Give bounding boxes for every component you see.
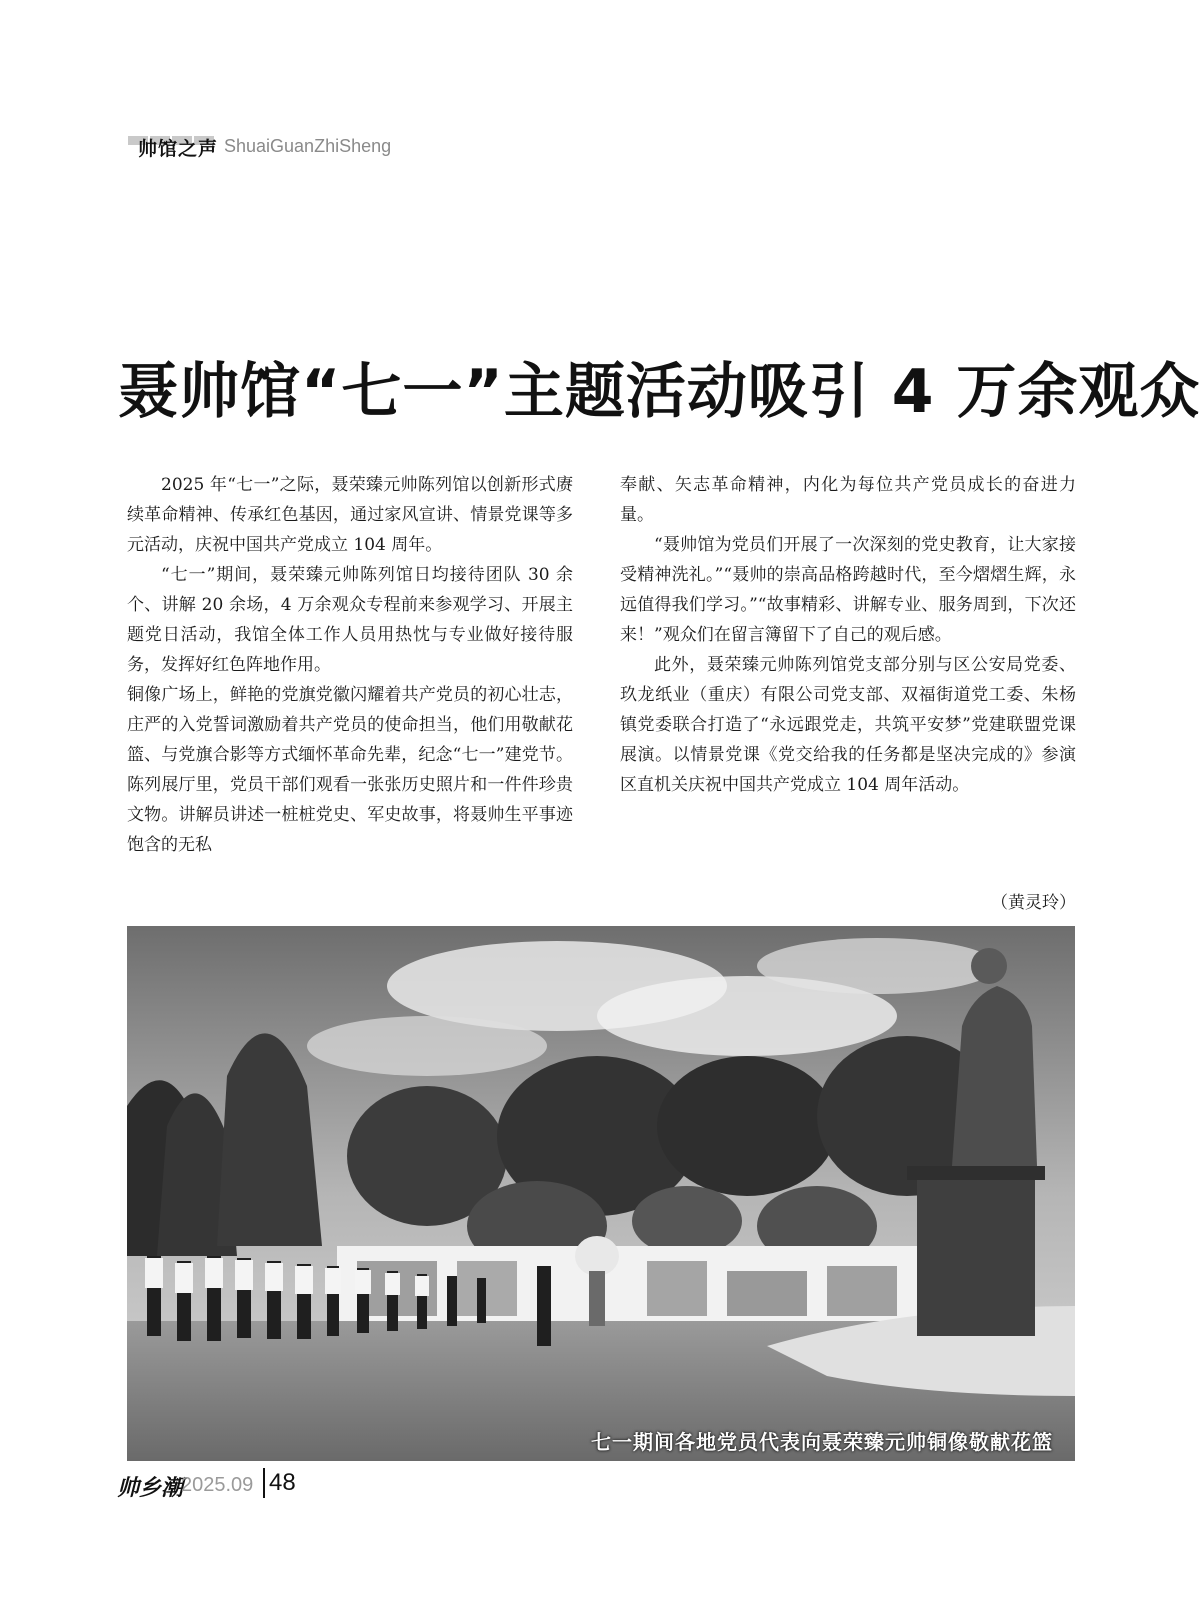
issue-date: 2025.09: [181, 1474, 254, 1496]
article-title: 聂帅馆“七一”主题活动吸引 4 万余观众: [118, 357, 1200, 427]
paragraph-5: 此外，聂荣臻元帅陈列馆党支部分别与区公安局党委、玖龙纸业（重庆）有限公司党支部、双福街道党工委、朱杨镇党委联合打造了“永远跟党走，共筑平安梦”党建联盟党课展演。以情景党课《党交给我的任务都是坚决完成的》参演区直机关庆祝中国共产党成立 104 周年活动。: [620, 655, 1076, 795]
paragraph-4: “聂帅馆为党员们开展了一次深刻的党史教育，让大家接受精神洗礼。”“聂帅的崇高品格跨越时代，至今熠熠生辉，永远值得我们学习。”“故事精彩、讲解专业、服务周到，下次还来！”观众们在留言簿留下了自己的观后感。: [620, 535, 1076, 645]
author-byline: （黄灵玲）: [991, 893, 1076, 913]
paragraph-3: 铜像广场上，鲜艳的党旗党徽闪耀着共产党员的初心壮志，庄严的入党誓词激励着共产党员的使命担当，他们用敬献花篮、与党旗合影等方式缅怀革命先辈，纪念“七一”建党节。陈列展厅里，党员干部们观看一张张历史照片和一件件珍贵文物。讲解员讲述一桩桩党史、军史故事，将聂帅生平事迹饱含的无私: [127, 685, 573, 855]
page-footer: [117, 1467, 437, 1503]
paragraph-2: “七一”期间，聂荣臻元帅陈列馆日均接待团队 30 余个、讲解 20 余场，4 万余观众专程前来参观学习、开展主题党日活动，我馆全体工作人员用热忱与专业做好接待服务，发挥好红色阵地作用。: [127, 565, 573, 675]
photo-caption: 七一期间各地党员代表向聂荣臻元帅铜像敬献花篮: [591, 1430, 1053, 1454]
paragraph-3-continued: 奉献、矢志革命精神，内化为每位共产党员成长的奋进力量。: [620, 475, 1076, 525]
article-column-left: [127, 470, 573, 860]
paragraph-1: 2025 年“七一”之际，聂荣臻元帅陈列馆以创新形式赓续革命精神、传承红色基因，通过家风宣讲、情景党课等多元活动，庆祝中国共产党成立 104 周年。: [127, 475, 573, 555]
column-header: [128, 134, 458, 158]
column-pinyin: ShuaiGuanZhiSheng: [224, 136, 392, 156]
photo-illustration: [127, 926, 1075, 1461]
page-number: 48: [263, 1468, 296, 1498]
column-name: 帅馆之声: [138, 138, 219, 160]
magazine-name: 帅乡潮: [117, 1476, 184, 1501]
article-photo: [127, 926, 1075, 1461]
article-column-right: [620, 470, 1076, 800]
